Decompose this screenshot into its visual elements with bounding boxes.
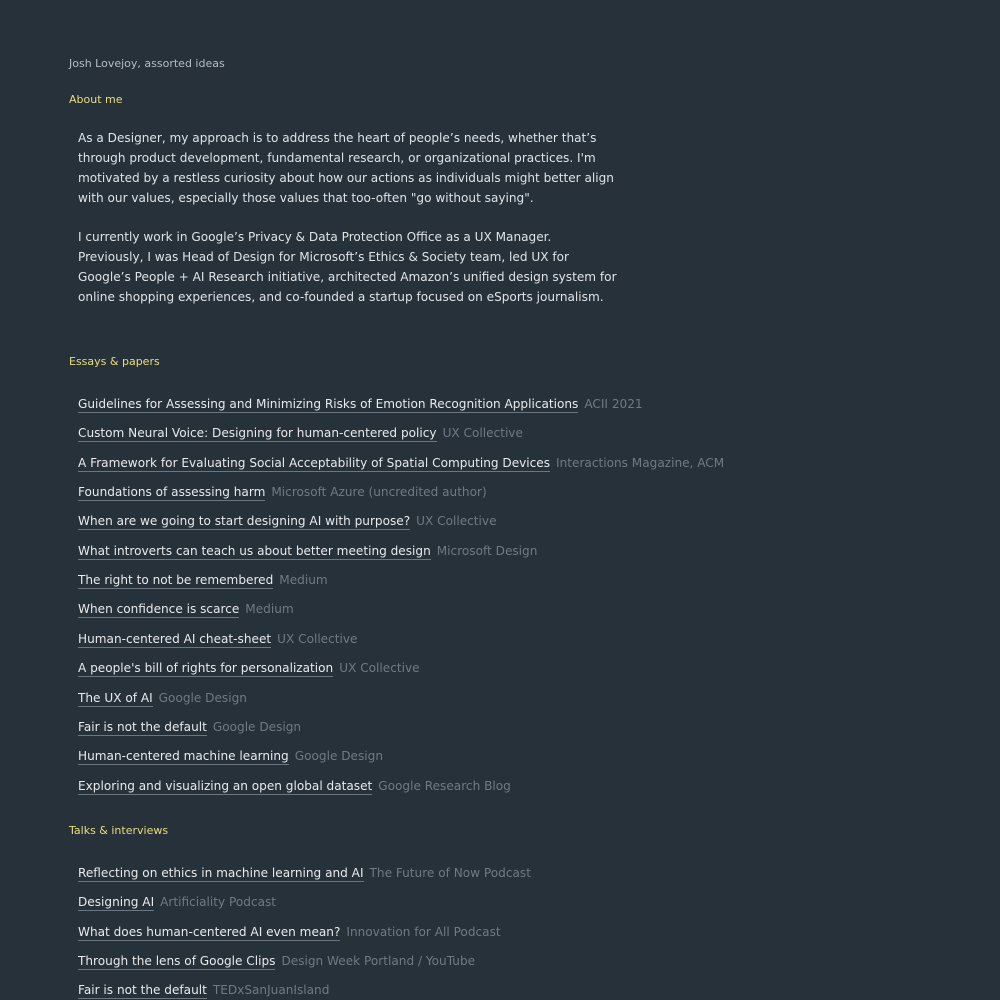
essay-link[interactable]: Guidelines for Assessing and Minimizing Risks of Emotion Recognition Applications [78, 397, 579, 411]
talk-source: Design Week Portland / YouTube [281, 954, 476, 968]
essay-link[interactable]: The right to not be remembered [78, 573, 274, 587]
essay-link[interactable]: Exploring and visualizing an open global dataset [78, 779, 373, 793]
essay-source: UX Collective [339, 661, 420, 675]
list-item [78, 718, 301, 736]
essay-source: Medium [245, 602, 294, 616]
talk-link[interactable]: What does human-centered AI even mean? [78, 925, 341, 939]
list-item [78, 981, 329, 999]
talk-link[interactable]: Fair is not the default [78, 983, 207, 997]
list-item [78, 952, 475, 970]
talk-source: Artificiality Podcast [160, 895, 277, 909]
list-item [78, 923, 501, 941]
essay-source: Medium [279, 573, 328, 587]
list-item [78, 483, 487, 501]
list-item [78, 454, 724, 472]
list-item [78, 864, 531, 882]
essay-source: UX Collective [416, 514, 497, 528]
talks-heading: Talks & interviews [69, 824, 169, 837]
essay-source: Microsoft Azure (uncredited author) [271, 485, 487, 499]
list-item [78, 600, 294, 618]
essay-link[interactable]: What introverts can teach us about better meeting design [78, 544, 431, 558]
list-item [78, 395, 643, 413]
essay-source: Google Research Blog [378, 779, 511, 793]
essay-source: UX Collective [442, 426, 523, 440]
list-item [78, 689, 247, 707]
essay-source: UX Collective [277, 632, 358, 646]
essay-link[interactable]: When are we going to start designing AI with purpose? [78, 514, 411, 528]
essay-link[interactable]: A people's bill of rights for personalization [78, 661, 334, 675]
essay-source: ACII 2021 [584, 397, 643, 411]
about-paragraph-1: As a Designer, my approach is to address the heart of people’s needs, whether that’s through product development, fundamental research, or organizational practices. I'm motivated by a restless curiosity about how our actions as individuals might better align with our values, especially those values that too-often "go without saying". [78, 131, 614, 205]
talk-source: Innovation for All Podcast [346, 925, 501, 939]
essay-link[interactable]: The UX of AI [78, 691, 153, 705]
essays-heading: Essays & papers [69, 355, 160, 368]
about-paragraph-2: I currently work in Google’s Privacy & Data Protection Office as a UX Manager. Previously, I was Head of Design for Microsoft’s Ethics & Society team, led UX for Google’s People + AI Research initiative, architected Amazon’s unified design system for online shopping experiences, and co-founded a startup focused on eSports journalism. [78, 230, 617, 304]
list-item [78, 571, 328, 589]
essay-link[interactable]: Fair is not the default [78, 720, 207, 734]
list-item [78, 512, 497, 530]
essay-source: Google Design [212, 720, 302, 734]
talk-link[interactable]: Through the lens of Google Clips [78, 954, 276, 968]
list-item [78, 659, 420, 677]
list-item [78, 893, 276, 911]
list-item [78, 630, 357, 648]
essay-source: Google Design [294, 749, 383, 763]
about-heading: About me [69, 93, 123, 106]
talk-link[interactable]: Designing AI [78, 895, 155, 909]
essay-link[interactable]: Foundations of assessing harm [78, 485, 266, 499]
talk-source: TEDxSanJuanIsland [212, 983, 330, 997]
list-item [78, 747, 383, 765]
site-title: Josh Lovejoy, assorted ideas [69, 57, 225, 70]
essay-link[interactable]: Custom Neural Voice: Designing for human-centered policy [78, 426, 437, 440]
list-item [78, 424, 523, 442]
list-item [78, 777, 511, 795]
essay-source: Microsoft Design [436, 544, 538, 558]
talk-source: The Future of Now Podcast [369, 866, 531, 880]
essay-link[interactable]: Human-centered machine learning [78, 749, 289, 763]
essay-source: Google Design [158, 691, 247, 705]
essay-source: Interactions Magazine, ACM [556, 456, 725, 470]
essay-link[interactable]: When confidence is scarce [78, 602, 240, 616]
list-item [78, 542, 537, 560]
talk-link[interactable]: Reflecting on ethics in machine learning and AI [78, 866, 364, 880]
essay-link[interactable]: Human-centered AI cheat-sheet [78, 632, 272, 646]
essay-link[interactable]: A Framework for Evaluating Social Acceptability of Spatial Computing Devices [78, 456, 551, 470]
